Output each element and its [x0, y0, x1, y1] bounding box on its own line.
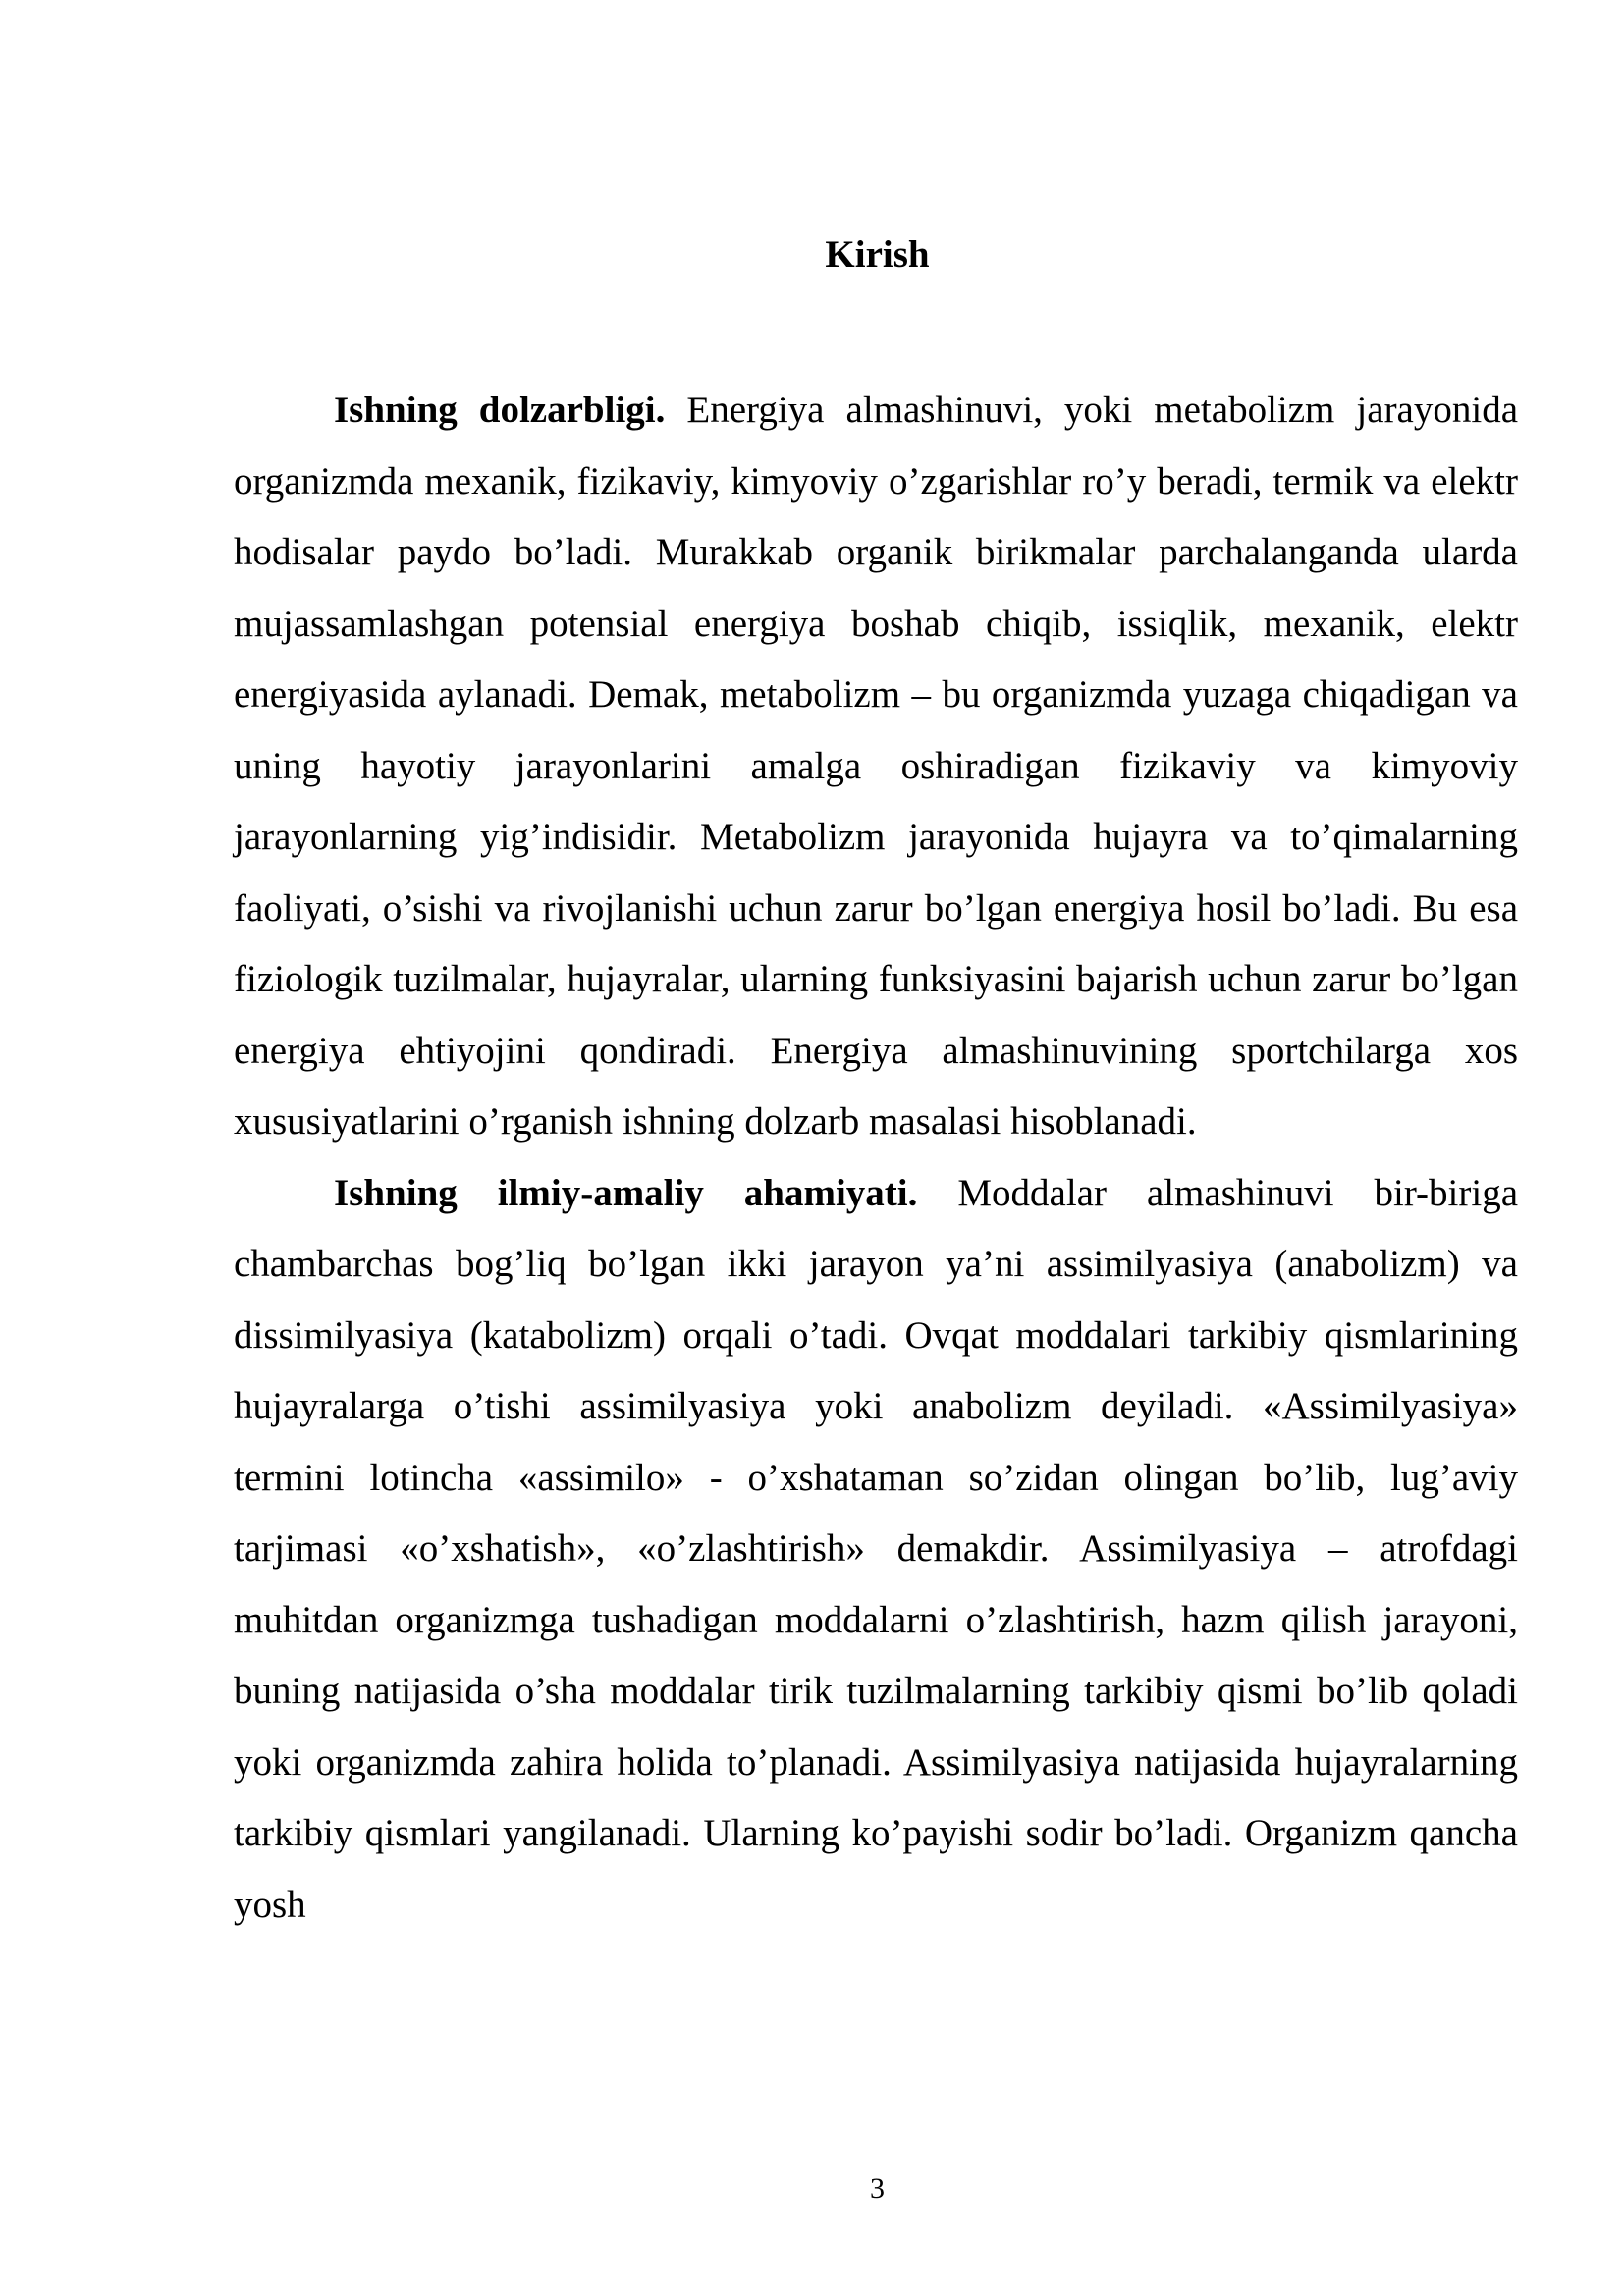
paragraph-heading: Ishning ilmiy-amaliy ahamiyati. [334, 1171, 918, 1214]
paragraph-text: Moddalar almashinuvi bir-biriga chambarchas bog’liq bo’lgan ikki jarayon ya’ni assimilyasiya (anabolizm) va dissimilyasiya (katabolizm) orqali o’tadi. Ovqat moddalari tarkibiy qismlarining hujayralarga o’tishi assimilyasiya yoki anabolizm deyiladi. «Assimilyasiya» termini lotincha «assimilo» - o’xshataman so’zidan olingan bo’lib, lug’aviy tarjimasi «o’xshatish», «o’zlashtirish» demakdir. Assimilyasiya – atrofdagi muhitdan organizmga tushadigan moddalarni o’zlashtirish, hazm qilish jarayoni, buning natijasida o’sha moddalar tirik tuzilmalarning tarkibiy qismi bo’lib qoladi yoki organizmda zahira holida to’planadi. Assimilyasiya natijasida hujayralarning tarkibiy qismlari yangilanadi. Ularning ko’payishi sodir bo’ladi. Organizm qancha yosh [234, 1171, 1519, 1926]
paragraph-significance [234, 1158, 1518, 1942]
body-text [234, 375, 1518, 1941]
paragraph-relevance [234, 375, 1518, 1158]
page-title: Kirish [825, 234, 930, 276]
paragraph-text: Energiya almashinuvi, yoki metabolizm jarayonida organizmda mexanik, fizikaviy, kimyoviy o’zgarishlar ro’y beradi, termik va elektr hodisalar paydo bo’ladi. Murakkab organik birikmalar parchalanganda ularda mujassamlashgan potensial energiya boshab chiqib, issiqlik, mexanik, elektr energiyasida aylanadi. Demak, metabolizm – bu organizmda yuzaga chiqadigan va uning hayotiy jarayonlarini amalga oshiradigan fizikaviy va kimyoviy jarayonlarning yig’indisidir. Metabolizm jarayonida hujayra va to’qimalarning faoliyati, o’sishi va rivojlanishi uchun zarur bo’lgan energiya hosil bo’ladi. Bu esa fiziologik tuzilmalar, hujayralar, ularning funksiyasini bajarish uchun zarur bo’lgan energiya ehtiyojini qondiradi. Energiya almashinuvining sportchilarga xos xususiyatlarini o’rganish ishning dolzarb masalasi hisoblanadi. [234, 389, 1519, 1143]
page-number: 3 [870, 2172, 885, 2205]
paragraph-heading: Ishning dolzarbligi. [334, 389, 666, 431]
